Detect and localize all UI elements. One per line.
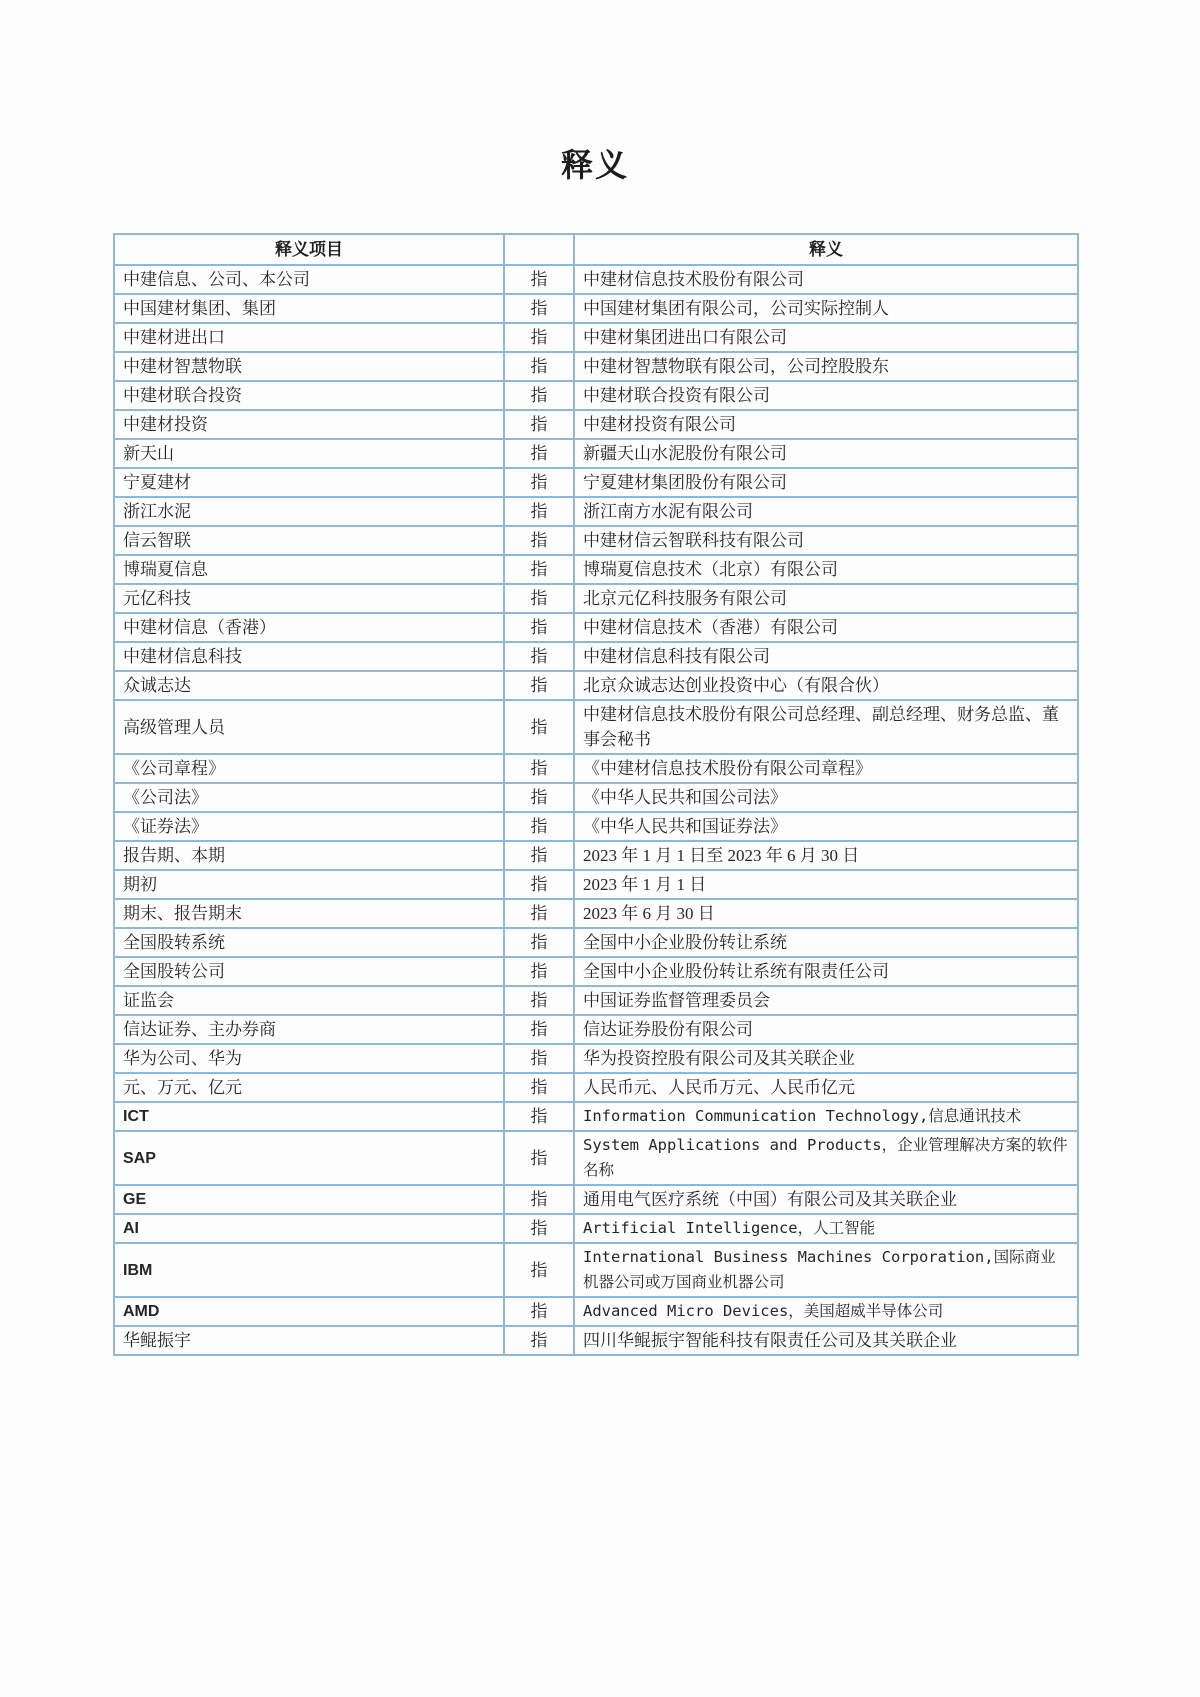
- refers-cell: 指: [504, 294, 574, 323]
- definition-cell: Advanced Micro Devices，美国超威半导体公司: [574, 1297, 1078, 1326]
- definition-cell: 四川华鲲振宇智能科技有限责任公司及其关联企业: [574, 1326, 1078, 1355]
- table-row: [114, 265, 1078, 294]
- definition-cell: 中建材信息技术股份有限公司: [574, 265, 1078, 294]
- refers-cell: 指: [504, 841, 574, 870]
- term-cell: 中建材进出口: [114, 323, 504, 352]
- term-cell: AMD: [114, 1297, 504, 1326]
- refers-cell: 指: [504, 497, 574, 526]
- refers-cell: 指: [504, 754, 574, 783]
- refers-cell: 指: [504, 700, 574, 754]
- definition-cell: 中国证券监督管理委员会: [574, 986, 1078, 1015]
- refers-cell: 指: [504, 1297, 574, 1326]
- definition-cell: 中建材信息科技有限公司: [574, 642, 1078, 671]
- definition-cell: 中建材智慧物联有限公司，公司控股股东: [574, 352, 1078, 381]
- term-cell: IBM: [114, 1243, 504, 1297]
- table-row: [114, 1243, 1078, 1297]
- table-row: [114, 613, 1078, 642]
- term-cell: AI: [114, 1214, 504, 1243]
- definition-cell: International Business Machines Corporation,国际商业机器公司或万国商业机器公司: [574, 1243, 1078, 1297]
- term-cell: 新天山: [114, 439, 504, 468]
- table-row: [114, 870, 1078, 899]
- refers-cell: 指: [504, 957, 574, 986]
- definition-cell: 新疆天山水泥股份有限公司: [574, 439, 1078, 468]
- definition-cell: 《中华人民共和国证券法》: [574, 812, 1078, 841]
- term-cell: 报告期、本期: [114, 841, 504, 870]
- refers-cell: 指: [504, 812, 574, 841]
- table-row: [114, 584, 1078, 613]
- refers-cell: 指: [504, 439, 574, 468]
- table-row: [114, 1326, 1078, 1355]
- table-row: [114, 1102, 1078, 1131]
- definition-cell: 2023 年 1 月 1 日: [574, 870, 1078, 899]
- refers-cell: 指: [504, 1131, 574, 1185]
- table-row: [114, 497, 1078, 526]
- definition-cell: 中建材信息技术（香港）有限公司: [574, 613, 1078, 642]
- definition-cell: 北京元亿科技服务有限公司: [574, 584, 1078, 613]
- table-row: [114, 1015, 1078, 1044]
- term-cell: 中建材投资: [114, 410, 504, 439]
- term-cell: 众诚志达: [114, 671, 504, 700]
- refers-cell: 指: [504, 870, 574, 899]
- term-cell: 中建材信息（香港）: [114, 613, 504, 642]
- term-cell: 元亿科技: [114, 584, 504, 613]
- table-row: [114, 352, 1078, 381]
- table-row: [114, 381, 1078, 410]
- term-cell: 元、万元、亿元: [114, 1073, 504, 1102]
- definition-cell: 博瑞夏信息技术（北京）有限公司: [574, 555, 1078, 584]
- table-row: [114, 700, 1078, 754]
- term-cell: 浙江水泥: [114, 497, 504, 526]
- refers-cell: 指: [504, 1073, 574, 1102]
- table-row: [114, 526, 1078, 555]
- table-row: [114, 986, 1078, 1015]
- term-cell: 《证券法》: [114, 812, 504, 841]
- definition-cell: 中建材集团进出口有限公司: [574, 323, 1078, 352]
- refers-cell: 指: [504, 1214, 574, 1243]
- table-row: [114, 812, 1078, 841]
- table-row: [114, 410, 1078, 439]
- term-cell: 期初: [114, 870, 504, 899]
- table-row: [114, 783, 1078, 812]
- refers-cell: 指: [504, 986, 574, 1015]
- table-row: [114, 555, 1078, 584]
- term-cell: 期末、报告期末: [114, 899, 504, 928]
- term-cell: 信达证券、主办券商: [114, 1015, 504, 1044]
- term-cell: 信云智联: [114, 526, 504, 555]
- term-cell: 全国股转公司: [114, 957, 504, 986]
- term-cell: 中建材信息科技: [114, 642, 504, 671]
- term-cell: SAP: [114, 1131, 504, 1185]
- table-row: [114, 642, 1078, 671]
- term-cell: 证监会: [114, 986, 504, 1015]
- refers-cell: 指: [504, 1326, 574, 1355]
- term-cell: 华鲲振宇: [114, 1326, 504, 1355]
- refers-cell: 指: [504, 928, 574, 957]
- table-header-row: [114, 234, 1078, 265]
- refers-cell: 指: [504, 1044, 574, 1073]
- definition-cell: 华为投资控股有限公司及其关联企业: [574, 1044, 1078, 1073]
- table-row: [114, 899, 1078, 928]
- table-row: [114, 1297, 1078, 1326]
- definition-cell: Information Communication Technology,信息通讯技术: [574, 1102, 1078, 1131]
- table-row: [114, 439, 1078, 468]
- refers-cell: 指: [504, 381, 574, 410]
- refers-cell: 指: [504, 323, 574, 352]
- definitions-table: [113, 233, 1079, 1356]
- definition-cell: Artificial Intelligence，人工智能: [574, 1214, 1078, 1243]
- table-row: [114, 754, 1078, 783]
- refers-cell: 指: [504, 352, 574, 381]
- table-row: [114, 841, 1078, 870]
- term-cell: 中建信息、公司、本公司: [114, 265, 504, 294]
- table-row: [114, 928, 1078, 957]
- refers-cell: 指: [504, 526, 574, 555]
- definition-cell: System Applications and Products，企业管理解决方案的软件名称: [574, 1131, 1078, 1185]
- table-header-item: 释义项目: [114, 234, 504, 265]
- definition-cell: 中建材信云智联科技有限公司: [574, 526, 1078, 555]
- definition-cell: 《中建材信息技术股份有限公司章程》: [574, 754, 1078, 783]
- definition-cell: 信达证券股份有限公司: [574, 1015, 1078, 1044]
- definition-cell: 2023 年 1 月 1 日至 2023 年 6 月 30 日: [574, 841, 1078, 870]
- table-row: [114, 1131, 1078, 1185]
- refers-cell: 指: [504, 642, 574, 671]
- table-row: [114, 1073, 1078, 1102]
- table-row: [114, 671, 1078, 700]
- refers-cell: 指: [504, 468, 574, 497]
- refers-cell: 指: [504, 1243, 574, 1297]
- definition-cell: 《中华人民共和国公司法》: [574, 783, 1078, 812]
- definition-cell: 人民币元、人民币万元、人民币亿元: [574, 1073, 1078, 1102]
- definition-cell: 中建材联合投资有限公司: [574, 381, 1078, 410]
- term-cell: 华为公司、华为: [114, 1044, 504, 1073]
- refers-cell: 指: [504, 410, 574, 439]
- refers-cell: 指: [504, 613, 574, 642]
- refers-cell: 指: [504, 899, 574, 928]
- definitions-table-body: [114, 265, 1078, 1355]
- definition-cell: 2023 年 6 月 30 日: [574, 899, 1078, 928]
- refers-cell: 指: [504, 265, 574, 294]
- term-cell: 宁夏建材: [114, 468, 504, 497]
- definition-cell: 通用电气医疗系统（中国）有限公司及其关联企业: [574, 1185, 1078, 1214]
- definition-cell: 中建材信息技术股份有限公司总经理、副总经理、财务总监、董事会秘书: [574, 700, 1078, 754]
- term-cell: 全国股转系统: [114, 928, 504, 957]
- term-cell: ICT: [114, 1102, 504, 1131]
- term-cell: 《公司法》: [114, 783, 504, 812]
- term-cell: 高级管理人员: [114, 700, 504, 754]
- definition-cell: 宁夏建材集团股份有限公司: [574, 468, 1078, 497]
- table-header-definition: 释义: [574, 234, 1078, 265]
- definition-cell: 全国中小企业股份转让系统有限责任公司: [574, 957, 1078, 986]
- table-row: [114, 1185, 1078, 1214]
- table-row: [114, 294, 1078, 323]
- term-cell: 中建材联合投资: [114, 381, 504, 410]
- definition-cell: 北京众诚志达创业投资中心（有限合伙）: [574, 671, 1078, 700]
- refers-cell: 指: [504, 1102, 574, 1131]
- table-header-refers: [504, 234, 574, 265]
- table-row: [114, 1214, 1078, 1243]
- term-cell: GE: [114, 1185, 504, 1214]
- definition-cell: 中建材投资有限公司: [574, 410, 1078, 439]
- term-cell: 中国建材集团、集团: [114, 294, 504, 323]
- term-cell: 博瑞夏信息: [114, 555, 504, 584]
- refers-cell: 指: [504, 671, 574, 700]
- term-cell: 《公司章程》: [114, 754, 504, 783]
- refers-cell: 指: [504, 584, 574, 613]
- table-row: [114, 957, 1078, 986]
- refers-cell: 指: [504, 783, 574, 812]
- definition-cell: 全国中小企业股份转让系统: [574, 928, 1078, 957]
- refers-cell: 指: [504, 555, 574, 584]
- refers-cell: 指: [504, 1185, 574, 1214]
- table-row: [114, 468, 1078, 497]
- term-cell: 中建材智慧物联: [114, 352, 504, 381]
- definition-cell: 中国建材集团有限公司，公司实际控制人: [574, 294, 1078, 323]
- table-row: [114, 1044, 1078, 1073]
- definition-cell: 浙江南方水泥有限公司: [574, 497, 1078, 526]
- refers-cell: 指: [504, 1015, 574, 1044]
- page-title: 释义: [560, 147, 629, 183]
- table-row: [114, 323, 1078, 352]
